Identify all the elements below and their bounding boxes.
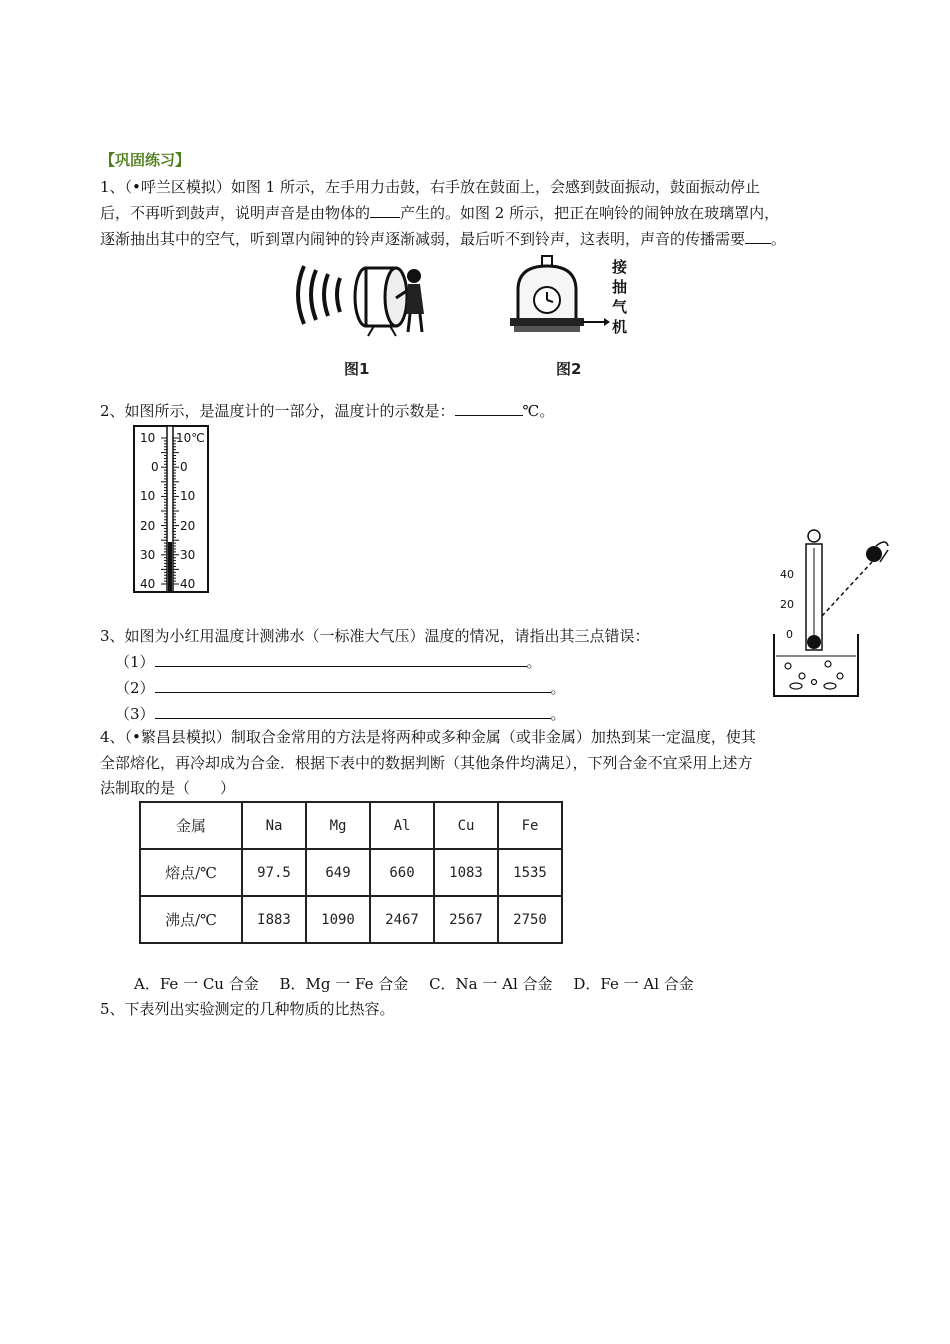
metal-properties-table — [139, 801, 563, 944]
q2-text-part-b: ℃。 — [522, 402, 555, 420]
table-row — [140, 849, 562, 896]
table-cell: 649 — [306, 849, 370, 896]
q3-answer-3[interactable] — [155, 704, 551, 719]
sound-wave-icon — [298, 266, 340, 324]
table-cell: 2467 — [370, 896, 434, 943]
figure-2-label-2: 抽 — [612, 278, 628, 296]
q1-blank-1[interactable] — [370, 203, 400, 218]
q3-item-3 — [115, 704, 566, 724]
table-header-row — [140, 802, 562, 849]
right-scale-label: 0 — [180, 460, 188, 474]
q1-line2 — [100, 203, 779, 223]
q3-answer-1[interactable] — [155, 652, 527, 667]
right-scale-label: 10 — [180, 489, 196, 503]
table-cell: 660 — [370, 849, 434, 896]
q3-item-1 — [115, 652, 542, 672]
q4-line2: 全部熔化，再冷却成为合金．根据下表中的数据判断（其他条件均满足），下列合金不宜采用上述方 — [100, 754, 753, 772]
figure-label-40: 40 — [780, 568, 794, 581]
q3-item-label: （2） — [115, 679, 155, 697]
option-d[interactable]: D．Fe 一 Al 合金 — [573, 975, 694, 993]
section-title: 【巩固练习】 — [100, 151, 191, 169]
q3-item-label: （1） — [115, 653, 155, 671]
boiling-water-figure — [768, 524, 892, 700]
bubbles — [785, 661, 843, 689]
left-scale-label: 10 — [140, 489, 156, 503]
table-cell: 2567 — [434, 896, 498, 943]
q1-line1: 1、（•呼兰区模拟）如图 1 所示，左手用力击鼓，右手放在鼓面上，会感到鼓面振动，鼓面振动停止 — [100, 178, 760, 196]
table-cell: 97.5 — [242, 849, 306, 896]
table-cell: 熔点/℃ — [140, 849, 242, 896]
q1-line2-part-a: 后，不再听到鼓声，说明声音是由物体的 — [100, 204, 371, 222]
table-cell: 2750 — [498, 896, 562, 943]
table-cell: 1090 — [306, 896, 370, 943]
table-cell: 沸点/℃ — [140, 896, 242, 943]
q3-item-end: 。 — [550, 679, 566, 697]
left-scale-label: 10 — [140, 431, 156, 445]
q5-text: 5、下表列出实验测定的几种物质的比热容。 — [100, 1000, 395, 1018]
figure-label-20: 20 — [780, 598, 794, 611]
q2-blank[interactable] — [455, 401, 523, 416]
q3-item-end: 。 — [526, 653, 542, 671]
q2-text — [100, 401, 554, 421]
table-header-cell: Fe — [498, 802, 562, 849]
table-cell: I883 — [242, 896, 306, 943]
q2-text-part-a: 2、如图所示，是温度计的一部分，温度计的示数是： — [100, 402, 455, 420]
q4-line1: 4、（•繁昌县模拟）制取合金常用的方法是将两种或多种金属（或非金属）加热到某一定温度，使其 — [100, 728, 756, 746]
figure-2-label-3: 气 — [612, 298, 628, 316]
figure-label-0: 0 — [786, 628, 793, 641]
right-scale-label: 40 — [180, 577, 196, 591]
table-header-cell: 金属 — [140, 802, 242, 849]
table-header-cell: Na — [242, 802, 306, 849]
q1-line3-part-b: 。 — [771, 230, 787, 248]
mercury-column — [168, 542, 172, 592]
q1-line2-part-b: 产生的。如图 2 所示，把正在响铃的闹钟放在玻璃罩内， — [400, 204, 780, 222]
person-icon — [407, 269, 421, 283]
q3-answer-2[interactable] — [155, 678, 551, 693]
table-header-cell: Mg — [306, 802, 370, 849]
q1-blank-2[interactable] — [745, 229, 771, 244]
eye-icon — [866, 546, 882, 562]
figure-1-caption: 图1 — [344, 360, 370, 378]
q4-line3: 法制取的是（ ） — [100, 779, 236, 797]
arrow-icon — [604, 318, 610, 326]
left-scale-label: 30 — [140, 548, 156, 562]
table-header-cell: Al — [370, 802, 434, 849]
q3-item-label: （3） — [115, 705, 155, 723]
thermometer-figure — [130, 424, 212, 596]
q3-text: 3、如图为小红用温度计测沸水（一标准大气压）温度的情况，请指出其三点错误： — [100, 627, 650, 645]
table-header-cell: Cu — [434, 802, 498, 849]
q3-item-2 — [115, 678, 566, 698]
q1-line3 — [100, 229, 786, 249]
right-scale-label: 20 — [180, 519, 196, 533]
figure-2-caption: 图2 — [556, 360, 582, 378]
table-cell: 1535 — [498, 849, 562, 896]
q4-options — [134, 974, 710, 994]
left-scale-label: 40 — [140, 577, 156, 591]
left-scale-label: 0 — [151, 460, 159, 474]
figure-2-bell-jar — [500, 252, 640, 380]
left-scale-label: 20 — [140, 519, 156, 533]
table-cell: 1083 — [434, 849, 498, 896]
option-b[interactable]: B．Mg 一 Fe 合金 — [279, 975, 409, 993]
right-scale-label: 10℃ — [176, 431, 205, 445]
q3-item-end: 。 — [550, 705, 566, 723]
right-scale-label: 30 — [180, 548, 196, 562]
option-c[interactable]: C．Na 一 Al 合金 — [429, 975, 553, 993]
figure-2-label-1: 接 — [612, 258, 628, 276]
figure-1-drum — [290, 252, 430, 380]
option-a[interactable]: A．Fe 一 Cu 合金 — [134, 975, 259, 993]
table-row — [140, 896, 562, 943]
q1-line3-part-a: 逐渐抽出其中的空气，听到罩内闹钟的铃声逐渐减弱，最后听不到铃声，这表明，声音的传播需要 — [100, 230, 746, 248]
figure-2-label-4: 机 — [612, 318, 628, 336]
